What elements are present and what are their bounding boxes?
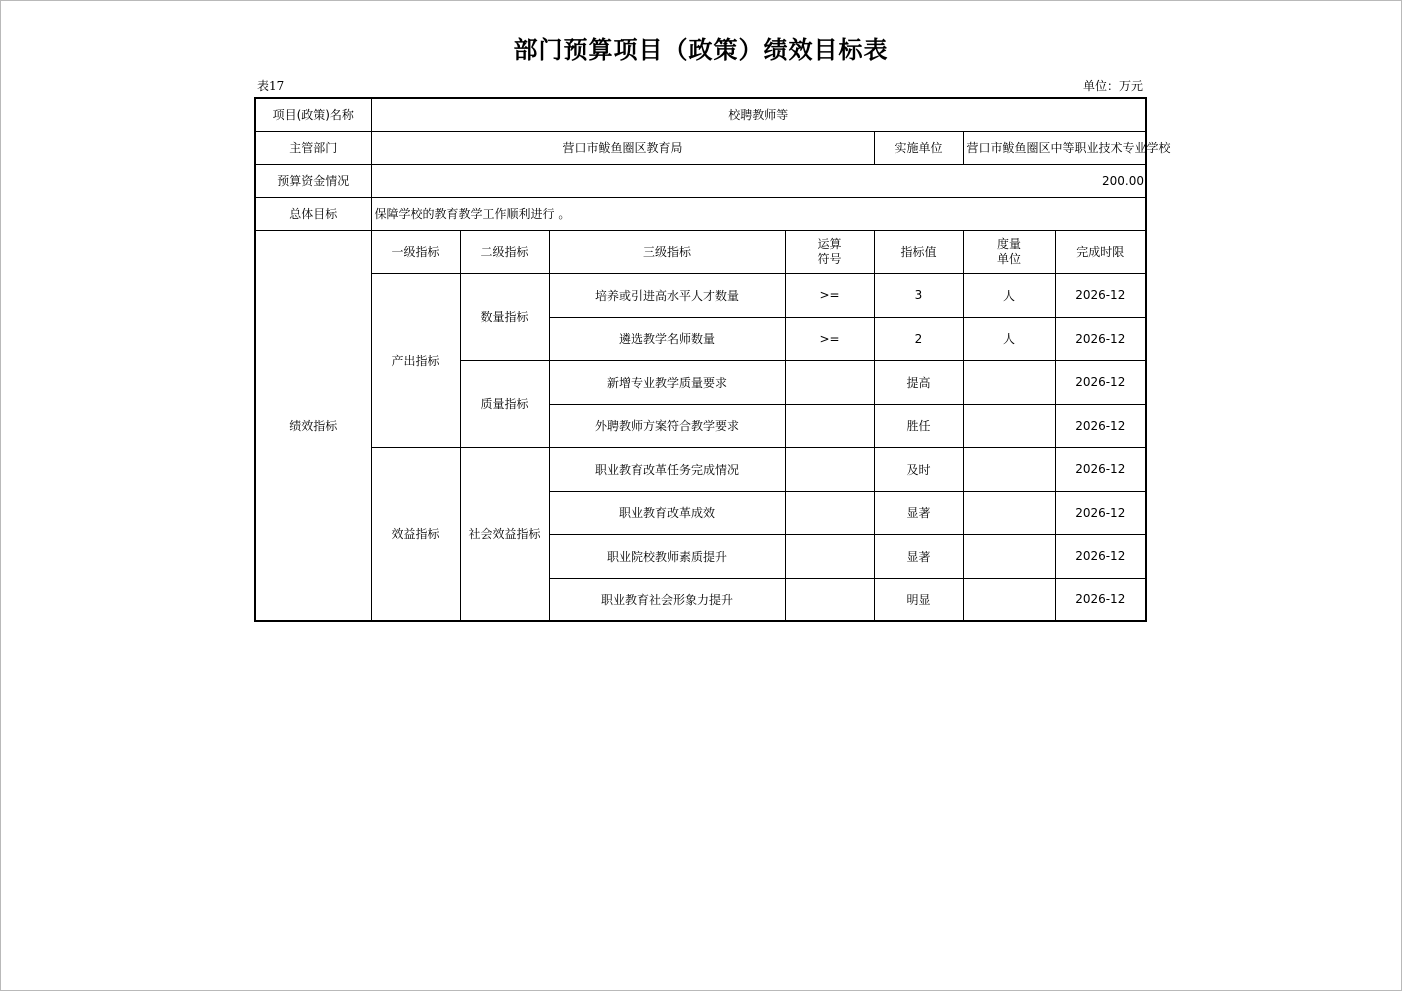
indicator-unit	[963, 360, 1055, 404]
indicator-name: 遴选教学名师数量	[549, 317, 785, 360]
indicator-value: 2	[874, 317, 963, 360]
header-level2: 二级指标	[460, 230, 549, 273]
department-row	[255, 131, 1146, 164]
indicator-operator	[785, 491, 874, 534]
budget-value: 200.00	[371, 164, 1146, 197]
indicator-deadline: 2026-12	[1055, 491, 1146, 534]
group-social: 社会效益指标	[460, 447, 549, 621]
project-name-value: 校聘教师等	[371, 98, 1146, 131]
goal-label: 总体目标	[255, 197, 371, 230]
indicator-unit	[963, 404, 1055, 447]
indicator-operator	[785, 578, 874, 621]
indicator-operator	[785, 447, 874, 491]
indicator-name: 职业教育社会形象力提升	[549, 578, 785, 621]
indicator-deadline: 2026-12	[1055, 578, 1146, 621]
indicator-unit	[963, 491, 1055, 534]
header-level1: 一级指标	[371, 230, 460, 273]
header-unit: 度量 单位	[963, 230, 1055, 273]
indicator-value: 明显	[874, 578, 963, 621]
impl-value: 营口市鲅鱼圈区中等职业技术专业学校	[963, 131, 1146, 164]
group-benefit: 效益指标	[371, 447, 460, 621]
indicator-name: 外聘教师方案符合教学要求	[549, 404, 785, 447]
budget-label: 预算资金情况	[255, 164, 371, 197]
budget-row	[255, 164, 1146, 197]
impl-label: 实施单位	[874, 131, 963, 164]
indicator-unit	[963, 447, 1055, 491]
header-operator: 运算 符号	[785, 230, 874, 273]
indicator-value: 显著	[874, 534, 963, 578]
indicator-operator: >=	[785, 317, 874, 360]
indicator-deadline: 2026-12	[1055, 317, 1146, 360]
indicator-deadline: 2026-12	[1055, 360, 1146, 404]
header-row	[255, 230, 1146, 273]
group-output: 产出指标	[371, 273, 460, 447]
indicator-value: 提高	[874, 360, 963, 404]
indicator-value: 显著	[874, 491, 963, 534]
indicator-deadline: 2026-12	[1055, 534, 1146, 578]
indicator-unit	[963, 534, 1055, 578]
indicator-unit: 人	[963, 273, 1055, 317]
goal-value: 保障学校的教育教学工作顺利进行 。	[371, 197, 1146, 230]
indicator-deadline: 2026-12	[1055, 447, 1146, 491]
indicator-operator	[785, 404, 874, 447]
indicator-operator	[785, 360, 874, 404]
group-quantity: 数量指标	[460, 273, 549, 360]
table-row	[255, 447, 1146, 491]
page-title: 部门预算项目（政策）绩效目标表	[513, 35, 889, 64]
header-deadline: 完成时限	[1055, 230, 1146, 273]
header-value: 指标值	[874, 230, 963, 273]
performance-table	[254, 97, 1171, 622]
table-row	[255, 273, 1146, 317]
project-name-label: 项目(政策)名称	[255, 98, 371, 131]
indicator-unit: 人	[963, 317, 1055, 360]
indicator-name: 职业教育改革任务完成情况	[549, 447, 785, 491]
indicator-value: 胜任	[874, 404, 963, 447]
indicator-operator	[785, 534, 874, 578]
unit-label: 单位：万元	[1083, 79, 1144, 93]
dept-label: 主管部门	[255, 131, 371, 164]
indicator-value: 3	[874, 273, 963, 317]
indicator-value: 及时	[874, 447, 963, 491]
perf-label: 绩效指标	[255, 230, 371, 621]
goal-row	[255, 197, 1146, 230]
header-level3: 三级指标	[549, 230, 785, 273]
indicator-name: 职业教育改革成效	[549, 491, 785, 534]
indicator-deadline: 2026-12	[1055, 273, 1146, 317]
indicator-name: 职业院校教师素质提升	[549, 534, 785, 578]
project-name-row	[255, 98, 1146, 131]
indicator-operator: >=	[785, 273, 874, 317]
indicator-name: 新增专业教学质量要求	[549, 360, 785, 404]
indicator-unit	[963, 578, 1055, 621]
group-quality: 质量指标	[460, 360, 549, 447]
dept-value: 营口市鲅鱼圈区教育局	[371, 131, 874, 164]
indicator-deadline: 2026-12	[1055, 404, 1146, 447]
indicator-name: 培养或引进高水平人才数量	[549, 273, 785, 317]
table-number: 表17	[257, 79, 285, 93]
